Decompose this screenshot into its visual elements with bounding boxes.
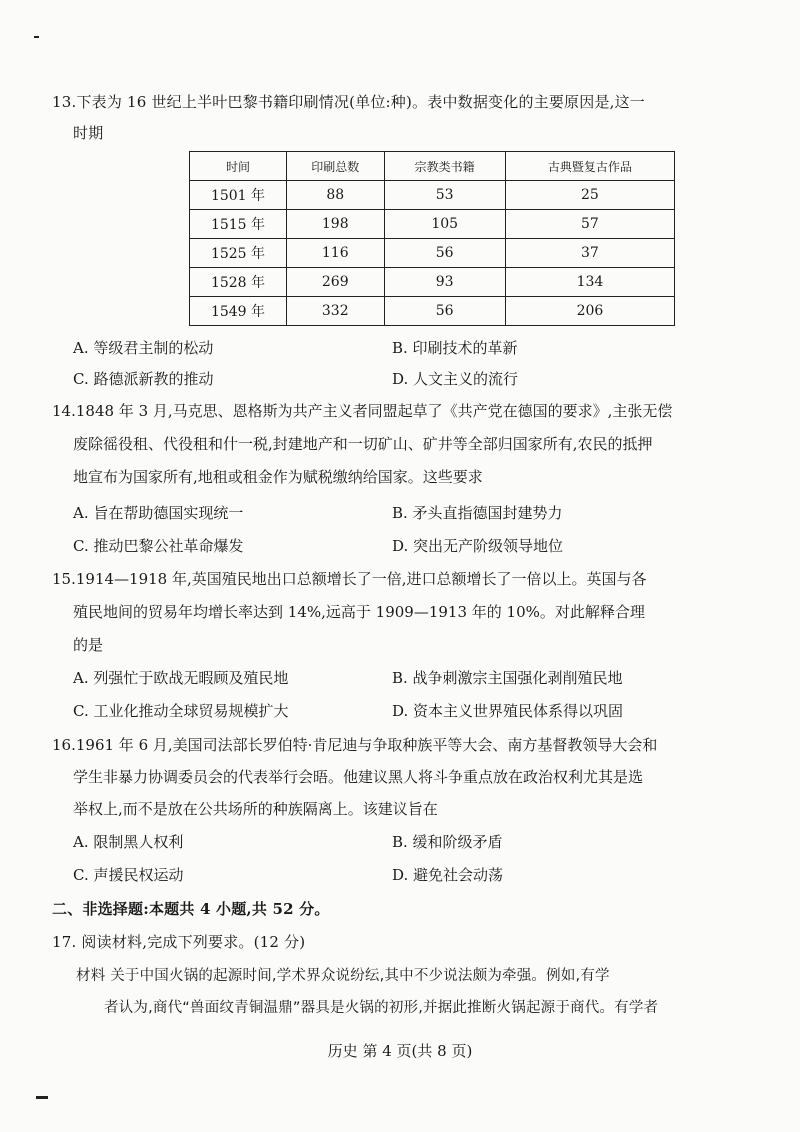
table-cell: 269 <box>287 268 385 297</box>
q17-stem: 17. 阅读材料,完成下列要求。(12 分) <box>52 933 306 951</box>
q14-option-b: B. 矛头直指德国封建势力 <box>392 504 563 522</box>
q14-option-c: C. 推动巴黎公社革命爆发 <box>73 537 244 555</box>
q15-option-d: D. 资本主义世界殖民体系得以巩固 <box>392 702 624 720</box>
table-cell: 37 <box>505 239 674 268</box>
q13-printing-table <box>189 151 675 326</box>
q13-option-c: C. 路德派新教的推动 <box>73 370 214 388</box>
q15-option-c: C. 工业化推动全球贸易规模扩大 <box>73 702 289 720</box>
q16-stem-line3: 举权上,而不是放在公共场所的种族隔离上。该建议旨在 <box>73 800 438 818</box>
q17-material-line2: 者认为,商代“兽面纹青铜温鼎”器具是火锅的初形,并据此推断火锅起源于商代。有学者 <box>104 1000 659 1016</box>
q16-option-b: B. 缓和阶级矛盾 <box>392 833 503 851</box>
q13-option-b: B. 印刷技术的革新 <box>392 339 518 357</box>
table-cell: 206 <box>505 297 674 326</box>
table-row <box>190 210 675 239</box>
table-cell: 56 <box>384 239 505 268</box>
q13-option-a: A. 等级君主制的松动 <box>73 339 214 357</box>
table-header-cell: 古典暨复古作品 <box>505 152 674 181</box>
table-cell: 93 <box>384 268 505 297</box>
table-cell: 1501 年 <box>190 181 287 210</box>
q15-stem-line2: 殖民地间的贸易年均增长率达到 14%,远高于 1909—1913 年的 10%。对此解释合理 <box>73 603 645 621</box>
table-header-cell: 印刷总数 <box>287 152 385 181</box>
q13-stem-line1: 13.下表为 16 世纪上半叶巴黎书籍印刷情况(单位:种)。表中数据变化的主要原因是,这一 <box>52 93 646 111</box>
section-heading: 二、非选择题:本题共 4 小题,共 52 分。 <box>52 900 330 918</box>
q14-stem-line1: 14.1848 年 3 月,马克思、恩格斯为共产主义者同盟起草了《共产党在德国的要求》,主张无偿 <box>52 402 673 420</box>
table-cell: 25 <box>505 181 674 210</box>
q16-option-c: C. 声援民权运动 <box>73 866 184 884</box>
q13-option-d: D. 人文主义的流行 <box>392 370 519 388</box>
table-cell: 1515 年 <box>190 210 287 239</box>
table-cell: 57 <box>505 210 674 239</box>
table-cell: 1525 年 <box>190 239 287 268</box>
table-cell: 88 <box>287 181 385 210</box>
table-row <box>190 181 675 210</box>
table-cell: 105 <box>384 210 505 239</box>
q14-stem-line3: 地宣布为国家所有,地租或租金作为赋税缴纳给国家。这些要求 <box>73 468 483 486</box>
table-cell: 332 <box>287 297 385 326</box>
table-row <box>190 239 675 268</box>
q15-stem-line3: 的是 <box>73 636 104 654</box>
table-header-cell: 时间 <box>190 152 287 181</box>
scan-mark-bottom <box>36 1096 48 1099</box>
page-footer: 历史 第 4 页(共 8 页) <box>327 1042 473 1060</box>
q15-option-b: B. 战争刺激宗主国强化剥削殖民地 <box>392 669 623 687</box>
q17-material-line1: 材料 关于中国火锅的起源时间,学术界众说纷纭,其中不少说法颇为牵强。例如,有学 <box>76 968 610 984</box>
table-cell: 1549 年 <box>190 297 287 326</box>
q16-stem-line1: 16.1961 年 6 月,美国司法部长罗伯特·肯尼迪与争取种族平等大会、南方基督教领导大会和 <box>52 736 658 754</box>
q15-option-a: A. 列强忙于欧战无暇顾及殖民地 <box>73 669 289 687</box>
q16-option-a: A. 限制黑人权利 <box>73 833 184 851</box>
table-cell: 56 <box>384 297 505 326</box>
q13-stem-line2: 时期 <box>73 124 104 142</box>
q14-option-a: A. 旨在帮助德国实现统一 <box>73 504 244 522</box>
scan-mark-top <box>34 36 39 38</box>
q16-option-d: D. 避免社会动荡 <box>392 866 504 884</box>
q15-stem-line1: 15.1914—1918 年,英国殖民地出口总额增长了一倍,进口总额增长了一倍以上。英国与各 <box>52 570 647 588</box>
table-cell: 134 <box>505 268 674 297</box>
q16-stem-line2: 学生非暴力协调委员会的代表举行会晤。他建议黑人将斗争重点放在政治权利尤其是选 <box>73 768 644 786</box>
table-header-cell: 宗教类书籍 <box>384 152 505 181</box>
table-row <box>190 268 675 297</box>
table-header-row <box>190 152 675 181</box>
table-cell: 116 <box>287 239 385 268</box>
table-cell: 53 <box>384 181 505 210</box>
table-cell: 1528 年 <box>190 268 287 297</box>
table-row <box>190 297 675 326</box>
q14-option-d: D. 突出无产阶级领导地位 <box>392 537 564 555</box>
q14-stem-line2: 废除徭役租、代役租和什一税,封建地产和一切矿山、矿井等全部归国家所有,农民的抵押 <box>73 435 653 453</box>
table-cell: 198 <box>287 210 385 239</box>
